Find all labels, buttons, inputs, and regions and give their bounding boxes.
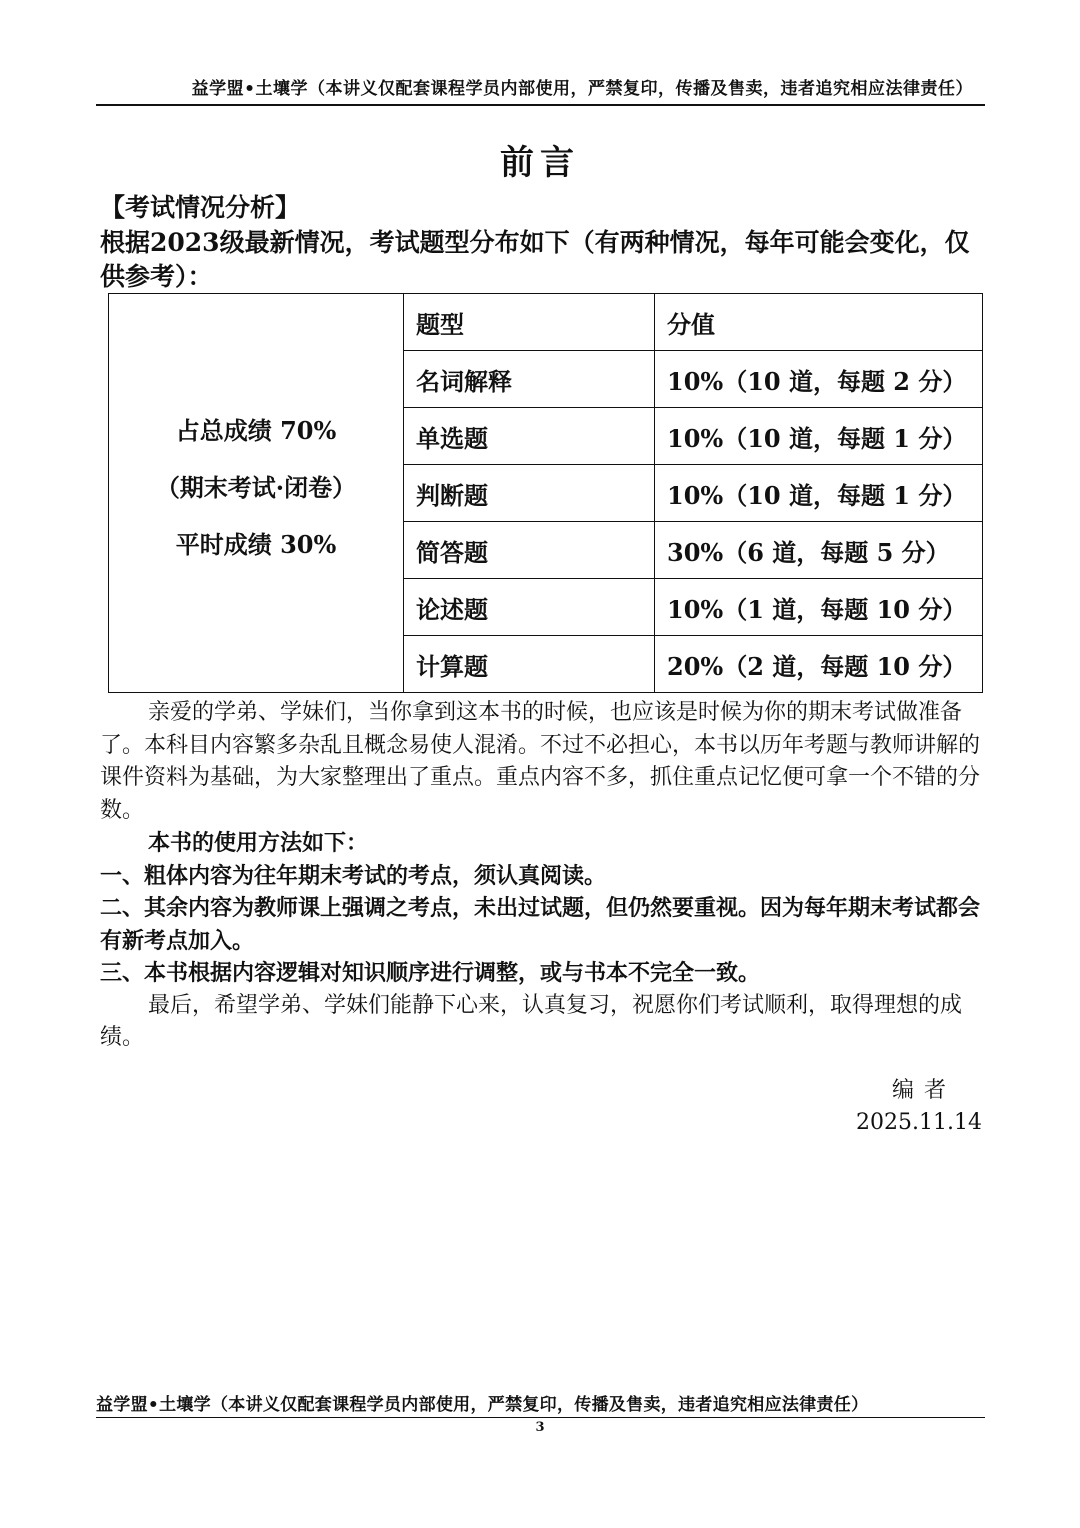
closing-paragraph: 最后，希望学弟、学妹们能静下心来，认真复习，祝愿你们考试顺利，取得理想的成绩。 (100, 992, 963, 1050)
row-value: 10%（10 道，每题 1 分） (655, 408, 983, 465)
section-heading: 【考试情况分析】 (100, 193, 301, 222)
usage-item-1: 一、粗体内容为往年期末考试的考点，须认真阅读。 (100, 862, 607, 889)
final-exam-type: （期末考试·闭卷） (155, 472, 357, 502)
page-header: 益学盟•土壤学（本讲义仅配套课程学员内部使用，严禁复印，传播及售卖，违者追究相应法律责任） (191, 79, 973, 99)
row-type: 判断题 (404, 465, 655, 522)
final-exam-weight: 占总成绩 70% (175, 415, 337, 445)
row-type: 简答题 (404, 522, 655, 579)
header-question-type: 题型 (404, 294, 655, 351)
footer-divider (96, 1417, 985, 1418)
row-value: 10%（1 道，每题 10 分） (655, 579, 983, 636)
row-value: 10%（10 道，每题 1 分） (655, 465, 983, 522)
regular-grade-weight: 平时成绩 30% (175, 529, 337, 559)
row-type: 单选题 (404, 408, 655, 465)
exam-structure-table (108, 293, 983, 693)
header-score-value: 分值 (655, 294, 983, 351)
signature-block (856, 1075, 982, 1139)
row-value: 20%（2 道，每题 10 分） (655, 636, 983, 693)
usage-item-2: 二、其余内容为教师课上强调之考点，未出过试题，但仍然要重视。因为每年期末考试都会有新考点加入。 (100, 895, 981, 954)
row-value: 30%（6 道，每题 5 分） (655, 522, 983, 579)
header-divider (96, 104, 985, 106)
row-value: 10%（10 道，每题 2 分） (655, 351, 983, 408)
score-composition-cell (109, 294, 404, 693)
usage-title: 本书的使用方法如下： (148, 830, 369, 856)
preface-body (100, 697, 980, 1055)
intro-paragraph: 根据2023级最新情况，考试题型分布如下（有两种情况，每年可能会变化，仅供参考）： (100, 228, 970, 291)
page-footer: 益学盟•土壤学（本讲义仅配套课程学员内部使用，严禁复印，传播及售卖，违者追究相应法律责任） (96, 1395, 869, 1415)
editor-label: 编者 (891, 1078, 956, 1103)
page-title: 前言 (500, 143, 580, 183)
signature-date: 2025.11.14 (856, 1110, 982, 1135)
row-type: 计算题 (404, 636, 655, 693)
preface-paragraph: 亲爱的学弟、学妹们，当你拿到这本书的时候，也应该是时候为你的期末考试做准备了。本科目内容繁多杂乱且概念易使人混淆。不过不必担心，本书以历年考题与教师讲解的课件资料为基础，为大家整理出了重点。重点内容不多，抓住重点记忆便可拿一个不错的分数。 (100, 700, 981, 823)
row-type: 名词解释 (404, 351, 655, 408)
table-header-row (109, 294, 983, 351)
usage-item-3: 三、本书根据内容逻辑对知识顺序进行调整，或与书本不完全一致。 (100, 960, 761, 986)
page-number: 3 (535, 1420, 545, 1435)
row-type: 论述题 (404, 579, 655, 636)
